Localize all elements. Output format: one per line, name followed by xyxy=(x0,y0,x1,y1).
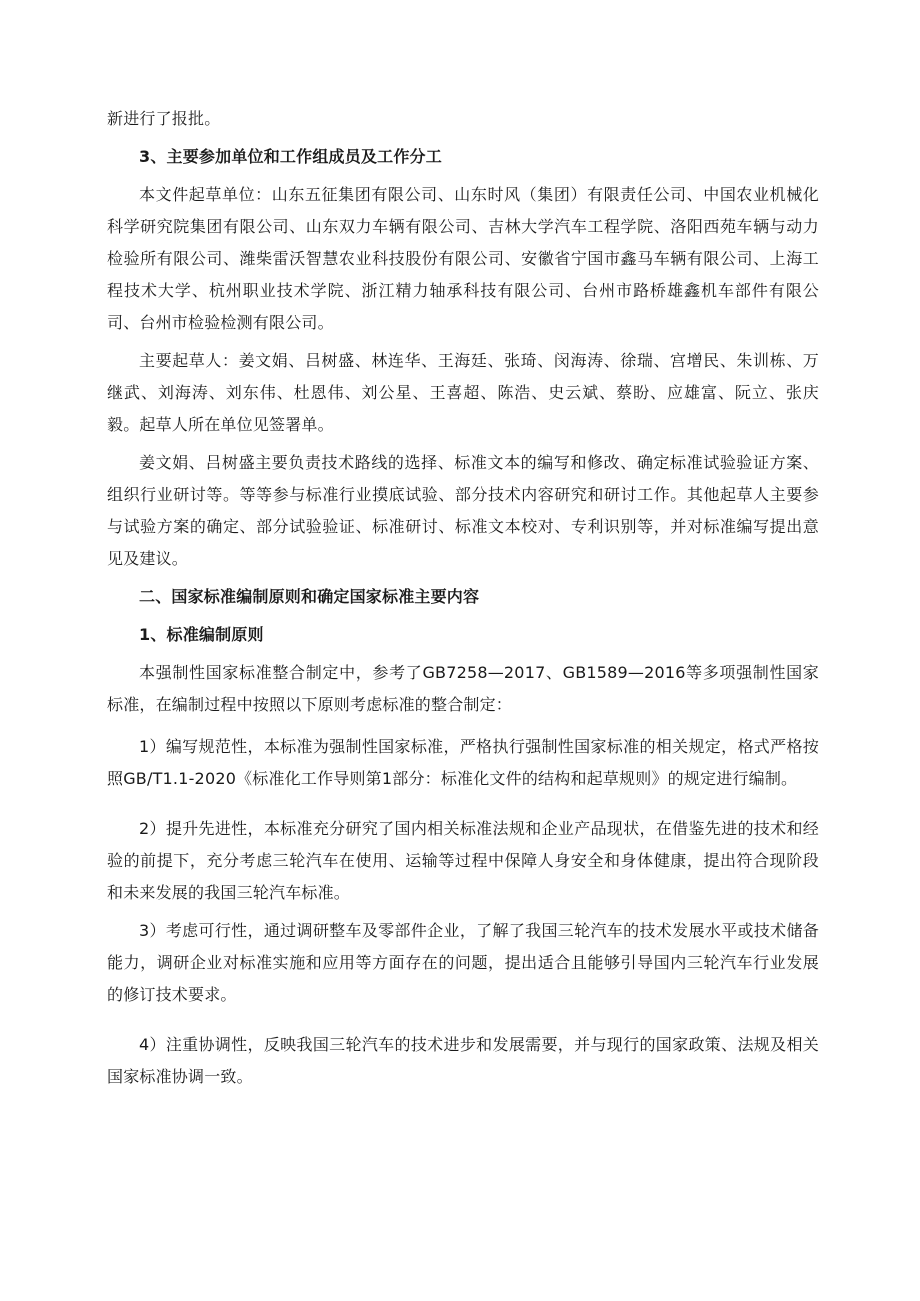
paragraph-principle-2: 2）提升先进性，本标准充分研究了国内相关标准法规和企业产品现状，在借鉴先进的技术和经验的前提下，充分考虑三轮汽车在使用、运输等过程中保障人身安全和身体健康，提出符合现阶段和未来发展的我国三轮汽车标准。 xyxy=(107,819,819,902)
paragraph-drafting-units: 本文件起草单位：山东五征集团有限公司、山东时风（集团）有限责任公司、中国农业机械化科学研究院集团有限公司、山东双力车辆有限公司、吉林大学汽车工程学院、洛阳西苑车辆与动力检验所有限公司、潍柴雷沃智慧农业科技股份有限公司、安徽省宁国市鑫马车辆有限公司、上海工程技术大学、杭州职业技术学院、浙江精力轴承科技有限公司、台州市路桥雄鑫机车部件有限公司、台州市检验检测有限公司。 xyxy=(107,185,819,332)
paragraph-division-of-work: 姜文娟、吕树盛主要负责技术路线的选择、标准文本的编写和修改、确定标准试验验证方案、组织行业研讨等。等等参与标准行业摸底试验、部分技术内容研究和研讨工作。其他起草人主要参与试验方案的确定、部分试验验证、标准研讨、标准文本校对、专利识别等，并对标准编写提出意见及建议。 xyxy=(107,453,819,568)
paragraph-main-drafters: 主要起草人：姜文娟、吕树盛、林连华、王海廷、张琦、闵海涛、徐瑞、宫增民、朱训栋、万继武、刘海涛、刘东伟、杜恩伟、刘公星、王喜超、陈浩、史云斌、蔡盼、应雄富、阮立、张庆毅。起草人所在单位见签署单。 xyxy=(107,351,819,434)
paragraph-principle-3: 3）考虑可行性，通过调研整车及零部件企业，了解了我国三轮汽车的技术发展水平或技术储备能力，调研企业对标准实施和应用等方面存在的问题，提出适合且能够引导国内三轮汽车行业发展的修订技术要求。 xyxy=(107,921,819,1004)
paragraph-principle-4: 4）注重协调性，反映我国三轮汽车的技术进步和发展需要，并与现行的国家政策、法规及相关国家标准协调一致。 xyxy=(107,1035,819,1086)
paragraph-continuation: 新进行了报批。 xyxy=(107,109,221,128)
section-heading-participants: 3、主要参加单位和工作组成员及工作分工 xyxy=(139,147,442,166)
document-body xyxy=(107,103,819,1093)
section-heading-principles-and-content: 二、国家标准编制原则和确定国家标准主要内容 xyxy=(139,587,480,606)
paragraph-principle-1: 1）编写规范性，本标准为强制性国家标准，严格执行强制性国家标准的相关规定，格式严格按照GB/T1.1-2020《标准化工作导则第1部分：标准化文件的结构和起草规则》的规定进行编制。 xyxy=(107,737,819,788)
subsection-heading-principles: 1、标准编制原则 xyxy=(139,625,264,644)
paragraph-principles-intro: 本强制性国家标准整合制定中，参考了GB7258—2017、GB1589—2016等多项强制性国家标准，在编制过程中按照以下原则考虑标准的整合制定： xyxy=(107,663,819,714)
